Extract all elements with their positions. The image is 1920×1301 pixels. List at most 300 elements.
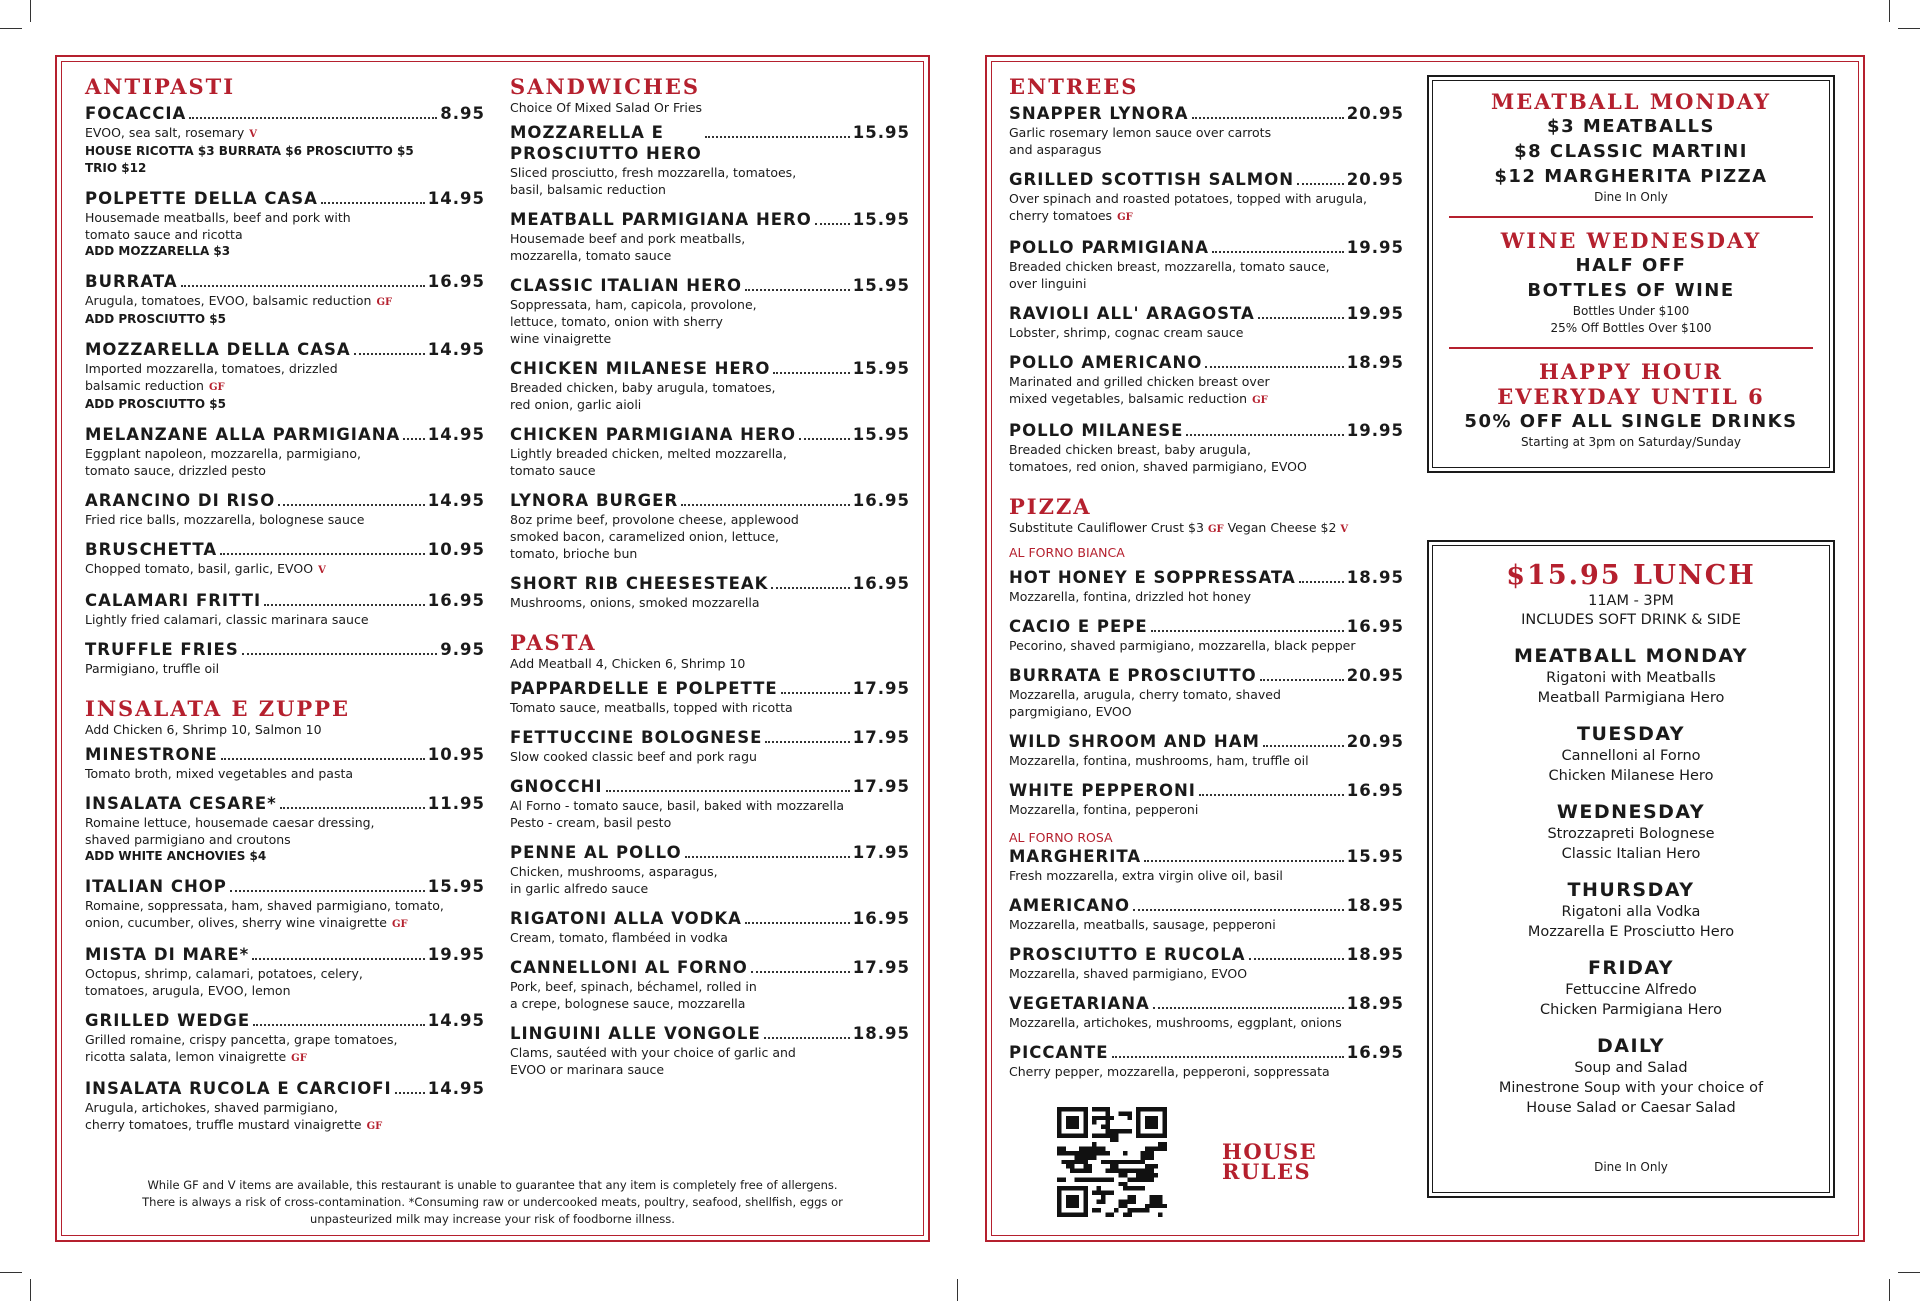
section-title: ANTIPASTI (85, 74, 236, 99)
menu-item-name: GRILLED SCOTTISH SALMON (1009, 170, 1295, 189)
menu-item-name: INSALATA RUCOLA E CARCIOFI (85, 1079, 392, 1098)
menu-item (510, 842, 910, 897)
menu-item-header (85, 1078, 485, 1099)
menu-item-description-text: Mushrooms, onions, smoked mozzarella (510, 595, 760, 610)
column-sandwiches-pasta (510, 75, 910, 1094)
menu-item-name: LINGUINI ALLE VONGOLE (510, 1024, 761, 1043)
lunch-dish: Classic Italian Hero (1561, 846, 1701, 862)
menu-item-header (510, 209, 910, 230)
promotions-box (1427, 75, 1835, 473)
dot-leader (1258, 317, 1344, 319)
menu-item-description (1009, 324, 1404, 341)
menu-item-name: TRUFFLE FRIES (85, 640, 239, 659)
lunch-dish: Rigatoni alla Vodka (1561, 904, 1701, 920)
menu-item (510, 727, 910, 765)
menu-item-price: 14.95 (427, 491, 485, 510)
menu-item-description-text: Housemade meatballs, beef and pork with tomato sauce and ricotta (85, 210, 351, 242)
lunch-dish: Chicken Milanese Hero (1548, 768, 1714, 784)
menu-item-description-text: Cream, tomato, flambéed in vodka (510, 930, 728, 945)
dot-leader (781, 692, 850, 694)
menu-item-name: POLLO AMERICANO (1009, 353, 1203, 372)
menu-item-description (1009, 965, 1404, 982)
section-entrees (1009, 75, 1404, 475)
lunch-dish: Chicken Parmigiana Hero (1540, 1002, 1722, 1018)
dot-leader (220, 553, 425, 555)
menu-item-header (510, 957, 910, 978)
menu-item-header (85, 590, 485, 611)
menu-item-price: 20.95 (1346, 666, 1404, 685)
menu-item-name: FETTUCCINE BOLOGNESE (510, 728, 763, 747)
dot-leader (799, 438, 850, 440)
menu-item-price: 17.95 (852, 777, 910, 796)
menu-item-price: 14.95 (427, 425, 485, 444)
menu-item-name: MOZZARELLA DELLA CASA (85, 340, 351, 359)
menu-item-name: PICCANTE (1009, 1043, 1109, 1062)
dot-leader (230, 890, 425, 892)
menu-item-name: INSALATA CESARE* (85, 794, 277, 813)
dot-leader (395, 1092, 425, 1094)
menu-item-description (85, 445, 485, 479)
menu-item-price: 14.95 (427, 189, 485, 208)
menu-item-description (1009, 373, 1404, 409)
dot-leader (764, 1037, 850, 1039)
promo-note: Bottles Under $100 (1572, 304, 1690, 318)
menu-item-price: 17.95 (852, 679, 910, 698)
menu-item (85, 188, 485, 260)
menu-item-header (85, 424, 485, 445)
menu-item-price: 15.95 (427, 877, 485, 896)
menu-item-addon: ADD PROSCIUTTO $5 (85, 312, 227, 326)
promo-note: Starting at 3pm on Saturday/Sunday (1520, 435, 1742, 449)
column-entrees-pizza (1009, 75, 1404, 1096)
crop-mark (1898, 1272, 1920, 1273)
item-list (510, 678, 910, 1078)
menu-item-price: 18.95 (1346, 896, 1404, 915)
dot-leader (280, 807, 425, 809)
dot-leader (1199, 794, 1344, 796)
menu-item-description (1009, 588, 1404, 605)
menu-item-name: BRUSCHETTA (85, 540, 218, 559)
menu-item-name: PENNE AL POLLO (510, 843, 682, 862)
menu-item (1009, 237, 1404, 292)
dietary-tag: GF (376, 297, 393, 308)
menu-item-header (510, 573, 910, 594)
item-list (1009, 846, 1404, 1080)
menu-item-description-text: Eggplant napoleon, mozzarella, parmigiano, tomato sauce, drizzled pesto (85, 446, 361, 478)
menu-item-price: 17.95 (852, 958, 910, 977)
dietary-tag: GF (208, 382, 225, 393)
lunch-hours: 11AM - 3PM (1588, 593, 1674, 609)
section-title: INSALATA E ZUPPE (85, 696, 351, 721)
menu-item-header (1009, 567, 1404, 588)
menu-item-description-text: Mozzarella, fontina, mushrooms, ham, truffle oil (1009, 753, 1309, 768)
menu-item-name: CACIO E PEPE (1009, 617, 1148, 636)
menu-item-price: 14.95 (427, 1079, 485, 1098)
menu-item-header (1009, 169, 1404, 190)
menu-item-description-text: Chopped tomato, basil, garlic, EVOO (85, 561, 314, 576)
section-pasta (510, 631, 910, 1078)
menu-item-description (85, 511, 485, 528)
section-note: Add Chicken 6, Shrimp 10, Salmon 10 (85, 722, 322, 737)
menu-item-addon: HOUSE RICOTTA $3 BURRATA $6 PROSCIUTTO $5 TRIO $12 (85, 144, 414, 175)
menu-item-name: PROSCIUTTO E RUCOLA (1009, 945, 1246, 964)
menu-item-name: FOCACCIA (85, 104, 187, 123)
dot-leader (189, 117, 437, 119)
menu-item-price: 16.95 (1346, 617, 1404, 636)
dot-leader (354, 353, 425, 355)
menu-item-header (510, 424, 910, 445)
menu-item-header (1009, 895, 1404, 916)
menu-item-description (85, 292, 485, 311)
crop-mark (1889, 1279, 1890, 1301)
menu-item-name: ITALIAN CHOP (85, 877, 227, 896)
menu-item-name: CLASSIC ITALIAN HERO (510, 276, 743, 295)
menu-item-description (1009, 916, 1404, 933)
dot-leader (745, 922, 850, 924)
menu-item-price: 15.95 (852, 359, 910, 378)
menu-item-description-text: Romaine lettuce, housemade caesar dressing, shaved parmigiano and croutons (85, 815, 375, 847)
crop-mark (0, 28, 22, 29)
menu-item-description-text: Arugula, artichokes, shaved parmigiano, cherry tomatoes, truffle mustard vinaigrette (85, 1100, 362, 1132)
subhead-al-forno-rosa: AL FORNO ROSA (1009, 830, 1113, 845)
menu-item-header (85, 744, 485, 765)
promo-divider (1449, 216, 1813, 218)
promo-note: Dine In Only (1594, 190, 1668, 204)
menu-item (1009, 944, 1404, 982)
crop-mark (1898, 28, 1920, 29)
menu-item-description-text: Mozzarella, arugula, cherry tomato, shaved pargmigiano, EVOO (1009, 687, 1281, 719)
item-list (1009, 103, 1404, 475)
lunch-day-name: FRIDAY (1587, 957, 1675, 979)
menu-item-header (1009, 846, 1404, 867)
menu-item-name: PAPPARDELLE E POLPETTE (510, 679, 778, 698)
dot-leader (321, 202, 425, 204)
lunch-day-name: TUESDAY (1577, 723, 1685, 745)
menu-item-description (510, 511, 910, 562)
menu-item-description-text: Fresh mozzarella, extra virgin olive oil, basil (1009, 868, 1283, 883)
menu-item (1009, 303, 1404, 341)
lunch-day-name: THURSDAY (1567, 879, 1695, 901)
menu-item-description-text: Al Forno - tomato sauce, basil, baked with mozzarella Pesto - cream, basil pesto (510, 798, 845, 830)
menu-item-header (1009, 237, 1404, 258)
menu-item-name: MELANZANE ALLA PARMIGIANA (85, 425, 401, 444)
lunch-dish: Cannelloni al Forno (1561, 748, 1701, 764)
menu-item-name: LYNORA BURGER (510, 491, 679, 510)
menu-item-name: CHICKEN PARMIGIANA HERO (510, 425, 796, 444)
section-note: Add Meatball 4, Chicken 6, Shrimp 10 (510, 656, 746, 671)
menu-item-description (85, 560, 485, 579)
dietary-tag: V (249, 129, 258, 140)
dot-leader (685, 856, 850, 858)
menu-item-description-text: Octopus, shrimp, calamari, potatoes, celery, tomatoes, arugula, EVOO, lemon (85, 966, 363, 998)
menu-item-description (85, 360, 485, 396)
menu-item-header (85, 944, 485, 965)
dietary-tag: V (318, 565, 326, 576)
menu-item-description-text: Fried rice balls, mozzarella, bolognese sauce (85, 512, 365, 527)
menu-item-description-text: Soppressata, ham, capicola, provolone, lettuce, tomato, onion with sherry wine vinaigrette (510, 297, 757, 346)
lunch-dish: Fettuccine Alfredo (1565, 982, 1697, 998)
menu-item-header (85, 339, 485, 360)
menu-item-description (510, 863, 910, 897)
menu-item-description-text: Lightly breaded chicken, melted mozzarella, tomato sauce (510, 446, 787, 478)
menu-item-description-text: Mozzarella, fontina, drizzled hot honey (1009, 589, 1251, 604)
menu-item-header (510, 678, 910, 699)
dot-leader (1205, 366, 1343, 368)
menu-item (510, 358, 910, 413)
dot-leader (815, 223, 850, 225)
menu-item-description (85, 124, 485, 143)
qr-code-icon[interactable] (1057, 1107, 1167, 1217)
vegan-cheese-note: Vegan Cheese $2 (1227, 520, 1337, 535)
section-title: SANDWICHES (510, 74, 700, 99)
menu-item-description (1009, 258, 1404, 292)
section-note (1009, 519, 1404, 538)
cauliflower-crust-note: Substitute Cauliflower Crust $3 (1009, 520, 1204, 535)
menu-item-price: 16.95 (1346, 781, 1404, 800)
dot-leader (1186, 434, 1343, 436)
menu-item-name: HOT HONEY E SOPPRESSATA (1009, 568, 1296, 587)
menu-item (1009, 567, 1404, 605)
menu-item-header (1009, 352, 1404, 373)
menu-item-header (85, 271, 485, 292)
menu-item-header (85, 490, 485, 511)
dietary-tag: GF (391, 919, 408, 930)
gf-tag: GF (1207, 524, 1224, 535)
dot-leader (1151, 630, 1344, 632)
menu-item-description-text: Mozzarella, shaved parmigiano, EVOO (1009, 966, 1248, 981)
crop-mark (30, 0, 31, 22)
dietary-tag: GF (366, 1121, 383, 1132)
promo-note: 25% Off Bottles Over $100 (1550, 321, 1712, 335)
menu-item-description (510, 230, 910, 264)
menu-item-name: POLPETTE DELLA CASA (85, 189, 318, 208)
menu-item-description-text: Imported mozzarella, tomatoes, drizzled balsamic reduction (85, 361, 338, 393)
menu-item-price: 15.95 (852, 276, 910, 295)
menu-item-description-text: Romaine, soppressata, ham, shaved parmigiano, tomato, onion, cucumber, olives, sherry wine vinaigrette (85, 898, 444, 930)
menu-item-header (510, 1023, 910, 1044)
section-pizza (1009, 495, 1404, 1080)
menu-item (85, 639, 485, 677)
menu-item-header (1009, 993, 1404, 1014)
menu-item-price: 17.95 (852, 843, 910, 862)
dot-leader (773, 372, 849, 374)
menu-item-price: 9.95 (440, 640, 485, 659)
menu-item-description (1009, 686, 1404, 720)
menu-item-description (85, 814, 485, 848)
menu-item-header (1009, 616, 1404, 637)
menu-item-price: 10.95 (427, 745, 485, 764)
menu-item-description-text: Arugula, tomatoes, EVOO, balsamic reduction (85, 293, 372, 308)
lunch-special-box (1427, 540, 1835, 1198)
dot-leader (403, 438, 425, 440)
menu-item-name: MINESTRONE (85, 745, 218, 764)
menu-item-description-text: 8oz prime beef, provolone cheese, applewood smoked bacon, caramelized onion, lettuce, tomato, brioche bun (510, 512, 799, 561)
menu-item-description-text: Parmigiano, truffle oil (85, 661, 220, 676)
menu-item-description-text: Breaded chicken breast, baby arugula, tomatoes, red onion, shaved parmigiano, EVOO (1009, 442, 1307, 474)
menu-item-name: SHORT RIB CHEESESTEAK (510, 574, 769, 593)
menu-item-addon: ADD MOZZARELLA $3 (85, 244, 231, 258)
dot-leader (181, 285, 425, 287)
menu-item-price: 15.95 (852, 210, 910, 229)
lunch-includes: INCLUDES SOFT DRINK & SIDE (1521, 612, 1741, 628)
menu-item-price: 19.95 (1346, 304, 1404, 323)
menu-item-description (85, 897, 485, 933)
menu-item-description (510, 699, 910, 716)
menu-panel-left (55, 55, 930, 1242)
lunch-dish: Strozzapreti Bolognese (1547, 826, 1715, 842)
menu-item-description (85, 1031, 485, 1067)
menu-item (85, 876, 485, 933)
dot-leader (1144, 860, 1344, 862)
allergen-disclaimer: While GF and V items are available, this restaurant is unable to guarantee that any item is completely free of allergens. There is always a risk of cross-contamination. *Consuming raw or undercooked meats, poultry, seafood, shellfish, eggs or unpasteurized milk may increase your risk of foodborne illness. (142, 1178, 843, 1226)
dot-leader (745, 289, 850, 291)
dietary-tag: GF (1117, 212, 1133, 223)
menu-item-description-text: Slow cooked classic beef and pork ragu (510, 749, 757, 764)
menu-item-header (510, 275, 910, 296)
menu-item-price: 16.95 (852, 574, 910, 593)
section-title: PASTA (510, 630, 597, 655)
menu-item-description (85, 660, 485, 677)
lunch-dish: House Salad or Caesar Salad (1526, 1100, 1736, 1116)
menu-item (1009, 895, 1404, 933)
item-list (85, 103, 485, 677)
menu-item-price: 18.95 (1346, 994, 1404, 1013)
menu-item-price: 18.95 (852, 1024, 910, 1043)
menu-item (510, 908, 910, 946)
menu-item-name: MISTA DI MARE* (85, 945, 250, 964)
menu-item-description (1009, 441, 1404, 475)
menu-item-description (1009, 190, 1404, 226)
menu-item-name: BURRATA E PROSCIUTTO (1009, 666, 1257, 685)
menu-item-price: 20.95 (1346, 732, 1404, 751)
menu-item-description (1009, 1014, 1404, 1031)
menu-item (510, 122, 910, 198)
menu-item-header (510, 490, 910, 511)
menu-item-header (85, 103, 485, 124)
menu-item-description-text: Garlic rosemary lemon sauce over carrots and asparagus (1009, 125, 1272, 157)
column-antipasti-insalata (85, 75, 485, 1151)
menu-item-description (510, 164, 910, 198)
item-list (1009, 567, 1404, 818)
promo-line: $3 MEATBALLS (1547, 116, 1715, 137)
wine-wednesday-title: WINE WEDNESDAY (1500, 228, 1762, 253)
menu-item-header (510, 727, 910, 748)
dot-leader (751, 971, 850, 973)
menu-item (510, 776, 910, 831)
menu-item-price: 19.95 (1346, 421, 1404, 440)
lunch-dish: Meatball Parmigiana Hero (1537, 690, 1725, 706)
menu-item-price: 14.95 (427, 1011, 485, 1030)
menu-item (85, 1010, 485, 1067)
dot-leader (253, 1024, 425, 1026)
dot-leader (264, 604, 425, 606)
meatball-monday-title: MEATBALL MONDAY (1490, 89, 1772, 114)
menu-item-description (510, 594, 910, 611)
dot-leader (1260, 679, 1344, 681)
menu-item-description-text: Mozzarella, meatballs, sausage, pepperoni (1009, 917, 1276, 932)
menu-item (85, 1078, 485, 1135)
menu-item-price: 20.95 (1346, 104, 1404, 123)
crop-mark (30, 1279, 31, 1301)
dine-in-note: Dine In Only (1594, 1160, 1668, 1174)
menu-item-header (1009, 420, 1404, 441)
menu-item (1009, 731, 1404, 769)
menu-item (85, 271, 485, 328)
menu-item-description (510, 445, 910, 479)
menu-item-name: GRILLED WEDGE (85, 1011, 251, 1030)
menu-item-price: 14.95 (427, 340, 485, 359)
dot-leader (221, 758, 425, 760)
menu-item-description-text: Chicken, mushrooms, asparagus, in garlic alfredo sauce (510, 864, 718, 896)
menu-item-price: 15.95 (852, 123, 910, 142)
menu-item-name: MEATBALL PARMIGIANA HERO (510, 210, 812, 229)
lunch-day-name: WEDNESDAY (1556, 801, 1706, 823)
dot-leader (1192, 117, 1344, 119)
section-note: Choice Of Mixed Salad Or Fries (510, 100, 703, 115)
promo-line: $8 CLASSIC MARTINI (1514, 141, 1748, 162)
menu-item-header (85, 188, 485, 209)
section-title: PIZZA (1009, 494, 1092, 519)
lunch-day-name: MEATBALL MONDAY (1514, 645, 1748, 667)
menu-item (1009, 665, 1404, 720)
menu-item (510, 275, 910, 347)
menu-item (85, 339, 485, 413)
menu-item-name: WHITE PEPPERONI (1009, 781, 1196, 800)
menu-item-price: 18.95 (1346, 568, 1404, 587)
menu-item-header (85, 876, 485, 897)
dot-leader (242, 653, 438, 655)
promo-divider (1449, 347, 1813, 349)
section-sandwiches (510, 75, 910, 611)
dot-leader (1133, 909, 1344, 911)
menu-item-price: 16.95 (1346, 1043, 1404, 1062)
menu-item-description (85, 1099, 485, 1135)
dot-leader (278, 504, 425, 506)
menu-item-name: SNAPPER LYNORA (1009, 104, 1189, 123)
menu-item-description-text: Breaded chicken breast, mozzarella, tomato sauce, over linguini (1009, 259, 1330, 291)
lunch-days (1429, 644, 1833, 1118)
menu-item-price: 11.95 (427, 794, 485, 813)
menu-item-price: 8.95 (440, 104, 485, 123)
dot-leader (1299, 581, 1344, 583)
menu-item-price: 16.95 (852, 491, 910, 510)
dot-leader (681, 504, 850, 506)
lunch-day-name: DAILY (1597, 1035, 1665, 1057)
menu-item-name: CANNELLONI AL FORNO (510, 958, 748, 977)
lunch-dish: Minestrone Soup with your choice of (1498, 1080, 1764, 1096)
menu-item-name: ARANCINO DI RISO (85, 491, 276, 510)
item-list (85, 744, 485, 1135)
dot-leader (1249, 958, 1344, 960)
menu-item-name: BURRATA (85, 272, 178, 291)
section-title: ENTREES (1009, 74, 1139, 99)
menu-item-header (1009, 103, 1404, 124)
crop-mark (957, 1279, 958, 1301)
menu-item-price: 19.95 (1346, 238, 1404, 257)
promo-line: BOTTLES OF WINE (1527, 280, 1735, 301)
menu-item-description (510, 929, 910, 946)
menu-item-description-text: Mozzarella, artichokes, mushrooms, eggplant, onions (1009, 1015, 1342, 1030)
dot-leader (705, 136, 850, 138)
menu-item-description (510, 296, 910, 347)
dot-leader (765, 741, 849, 743)
menu-item-description-text: Lobster, shrimp, cognac cream sauce (1009, 325, 1244, 340)
menu-item (1009, 103, 1404, 158)
dot-leader (1212, 251, 1344, 253)
dot-leader (1153, 1007, 1344, 1009)
menu-item-header (85, 1010, 485, 1031)
menu-item (1009, 1042, 1404, 1080)
